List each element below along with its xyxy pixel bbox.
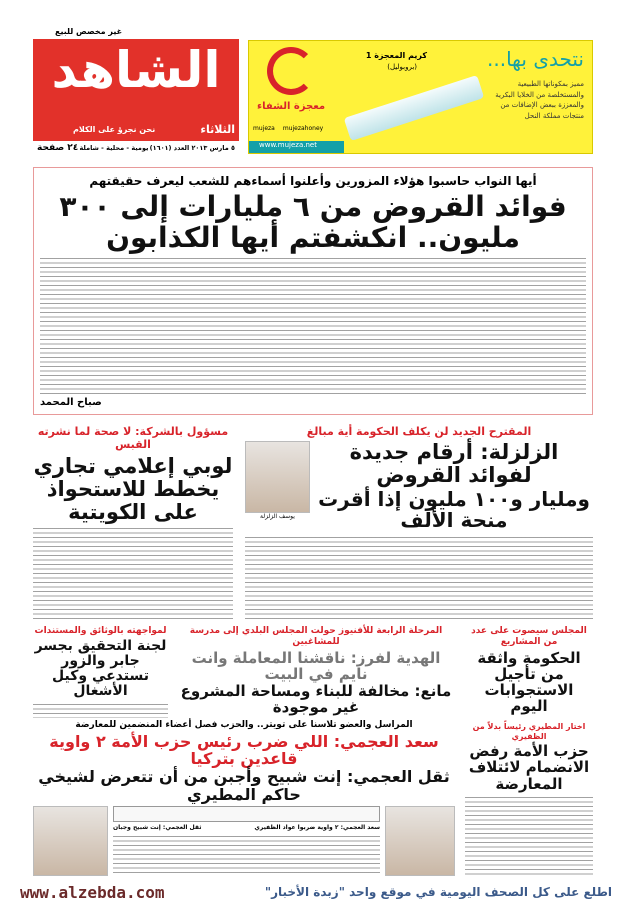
edition-type: يومية - محلية - شاملة [79, 144, 149, 152]
ajmi-caption-2: ثقل العجمي: إنت شبيح وجبان [113, 823, 202, 831]
tweet-screenshots [113, 806, 380, 822]
zalzala-kicker: المقترح الجديد لن يكلف الحكومة أية مبالغ [306, 425, 532, 438]
lead-signature: صباح المحمد [40, 397, 102, 408]
crescent-logo-icon [267, 47, 315, 95]
lead-kicker: أيها النواب حاسبوا هؤلاء المزورين وأعلنوا أسماءهم للشعب ليعرف حقيقتهم [89, 174, 537, 188]
bridge-kicker: لمواجهته بالوثائق والمستندات [34, 626, 167, 636]
facebook-handle[interactable]: mujeza [253, 125, 275, 132]
ajmi-caption-1: سعد العجمي: ٢ واوية ضربوا عواد الظفيري [254, 823, 380, 831]
gov-body-text [465, 717, 593, 718]
gov-headline: الحكومة واثقة من تأجيل الاستجوابات اليوم [477, 648, 581, 716]
lead-story [33, 167, 593, 415]
day: الثلاثاء [200, 123, 235, 136]
zalzala-headline-2: ومليار و١٠٠ مليون إذا أقرت منحة الألف [318, 486, 590, 533]
footer-banner[interactable] [0, 878, 632, 906]
ajmi-body-text [113, 834, 380, 876]
lead-body-text [40, 256, 586, 395]
hadiya-kicker: المرحلة الرابعة للأفنيوز حولت المجلس البلدي إلى مدرسة للمشاغبين [189, 626, 443, 647]
zalzala-photo [245, 441, 310, 513]
ajmi-photo-right [385, 806, 455, 876]
newspaper-logo: الشاهد [51, 41, 221, 99]
lobby-story [33, 425, 233, 620]
hadiya-headline-2: مانع: مخالفة للبناء ومساحة المشروع غير موجودة [180, 681, 452, 717]
bridge-body-text [33, 702, 168, 718]
gov-story [465, 626, 593, 718]
zalzala-story [245, 425, 593, 620]
zalzala-headline-1: الزلزلة: أرقام جديدة لفوائد القروض [349, 440, 559, 487]
ad-product: كريم المعجزة 1 [365, 51, 427, 60]
ad-body: مميز بمكوناتها الطبيعية والمستخلصة من الخلايا البكرية والمعززة ببعض الإضافات من منتجات مملكة النحل [495, 80, 584, 120]
hadiya-headline-1: الهدية لفرز: ناقشنا المعاملة وانت نايم في البيت [191, 648, 441, 683]
footer-text: اطلع على كل الصحف اليومية في موقع واحد "زبدة الأخبار" [264, 885, 612, 899]
lobby-kicker: مسؤول بالشركة: لا صحة لما نشرته القبس [37, 425, 229, 452]
bridge-headline: لجنة التحقيق بجسر جابر والزور تستدعي وكيل الأشغال [34, 637, 167, 700]
advertisement[interactable] [248, 40, 593, 154]
gov-kicker: المجلس سيصوت على عدد من المشاريع [471, 626, 587, 647]
page-count: ٢٤ صفحة [37, 143, 79, 153]
lobby-body-text [33, 526, 233, 620]
ajmi-kicker: المراسل والعضو تلاسنا على تويتر.. والحزب فصل أعضاء المنضمين للمعارضة [75, 720, 413, 730]
masthead [33, 39, 239, 155]
ad-product-sub: (بروبوليل) [387, 63, 417, 71]
lobby-headline: لوبي إعلامي تجاري يخطط للاستحواذ على الكويتية [33, 454, 233, 524]
ad-url[interactable]: www.mujeza.net [249, 141, 344, 153]
date-issue: ٥ مارس ٢٠١٣ العدد (١٦٠١) [149, 144, 235, 152]
twitter-handle[interactable]: mujezahoney [282, 125, 324, 132]
bridge-story [33, 626, 168, 718]
umma-story [465, 722, 593, 876]
ajmi-photo-left [33, 806, 108, 876]
footer-url[interactable]: www.alzebda.com [20, 882, 165, 902]
lead-headline: فوائد القروض من ٦ مليارات إلى ٣٠٠ مليون.. انكشفتم أيها الكذابون [59, 190, 567, 254]
ajmi-story [33, 720, 455, 876]
umma-headline: حزب الأمة رفض الانضمام لائتلاف المعارضة [468, 742, 590, 793]
ad-brand: معجزة الشفاء [257, 101, 326, 112]
umma-kicker: اختار المطيري رئيساً بدلاً من الظفيري [472, 722, 586, 741]
not-for-sale-note: غير مخصص للبيع [55, 27, 123, 36]
zalzala-photo-caption: يوسف الزلزلة [260, 513, 295, 521]
umma-body-text [465, 795, 593, 876]
slogan: نحن نجرؤ على الكلام [73, 125, 156, 134]
ajmi-headline-1: سعد العجمي: اللي ضرب رئيس حزب الأمة ٢ واوية قاعدين بتركيا [49, 731, 439, 769]
ad-headline: نتحدى بها... [487, 47, 584, 71]
hadiya-story [175, 626, 457, 718]
ajmi-headline-2: ثقل العجمي: إنت شبيح وأجبن من أن تتعرض لشيخي حاكم المطيري [38, 767, 450, 804]
zalzala-body-text [245, 535, 593, 620]
cream-tube-image [344, 75, 485, 141]
